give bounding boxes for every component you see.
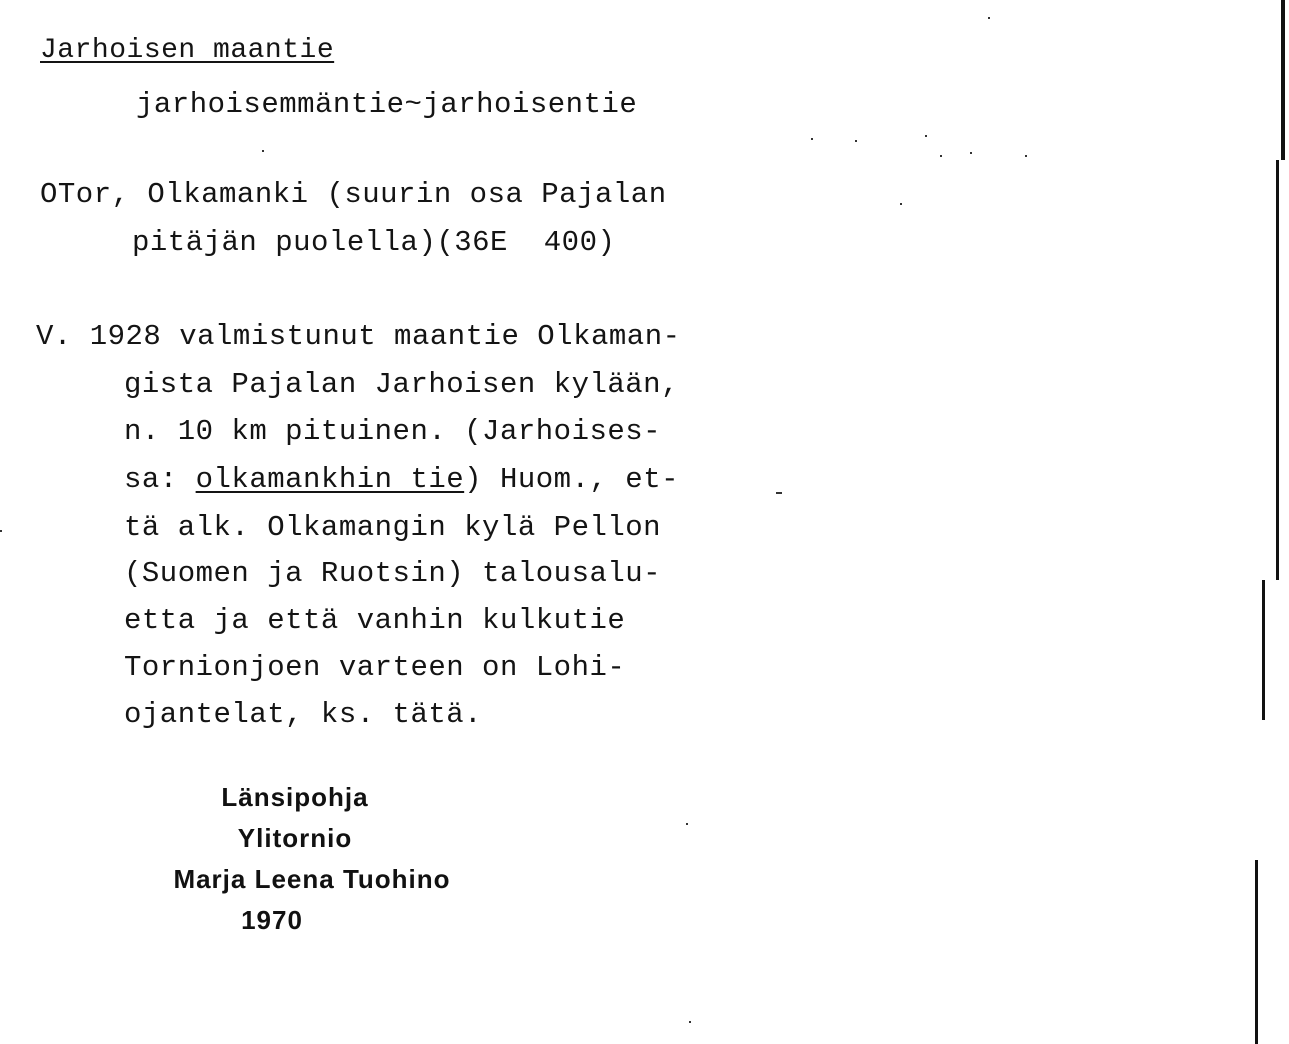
body-line-5: tä alk. Olkamangin kylä Pellon [124, 511, 662, 544]
card-title: Jarhoisen maantie [40, 35, 335, 66]
body-line-7: etta ja että vanhin kulkutie [124, 604, 626, 637]
scan-speck [940, 155, 942, 157]
stamp-year: 1970 [241, 905, 303, 935]
stamp-region: Länsipohja [221, 782, 369, 812]
body-line-9: ojantelat, ks. tätä. [124, 698, 483, 731]
scan-speck [686, 823, 688, 825]
scan-speck [689, 1021, 691, 1023]
scan-speck [855, 140, 857, 142]
card-edge-line [1281, 0, 1285, 160]
scan-speck [1025, 155, 1027, 157]
body-line-6: (Suomen ja Ruotsin) talousalu- [124, 557, 662, 590]
scan-speck [988, 17, 990, 19]
scan-speck [900, 203, 902, 205]
card-edge-line [1276, 160, 1279, 580]
location-line-2: pitäjän puolella)(36E 400) [132, 226, 616, 259]
body-line-4-prefix: sa: [124, 463, 196, 496]
scan-speck [0, 530, 2, 532]
body-line-4 [124, 463, 679, 497]
card-edge-line [1255, 860, 1258, 1044]
body-line-4-suffix: ) Huom., et- [464, 463, 680, 496]
stamp-collector: Marja Leena Tuohino [173, 864, 451, 894]
location-line-1: OTor, Olkamanki (suurin osa Pajalan [40, 178, 667, 211]
body-line-2: gista Pajalan Jarhoisen kylään, [124, 368, 679, 401]
scan-speck [970, 152, 972, 154]
body-line-3: n. 10 km pituinen. (Jarhoises- [124, 415, 662, 448]
dialect-form: olkamankhin tie [195, 463, 465, 496]
scan-speck [776, 492, 782, 494]
scan-speck [262, 150, 264, 152]
name-variants: jarhoisemmäntie~jarhoisentie [136, 88, 638, 121]
card-edge-line [1262, 580, 1265, 720]
scan-speck [811, 138, 813, 140]
scan-speck [925, 135, 927, 137]
body-line-1: V. 1928 valmistunut maantie Olkaman- [36, 320, 681, 353]
stamp-parish: Ylitornio [237, 823, 353, 853]
body-line-8: Tornionjoen varteen on Lohi- [124, 651, 626, 684]
